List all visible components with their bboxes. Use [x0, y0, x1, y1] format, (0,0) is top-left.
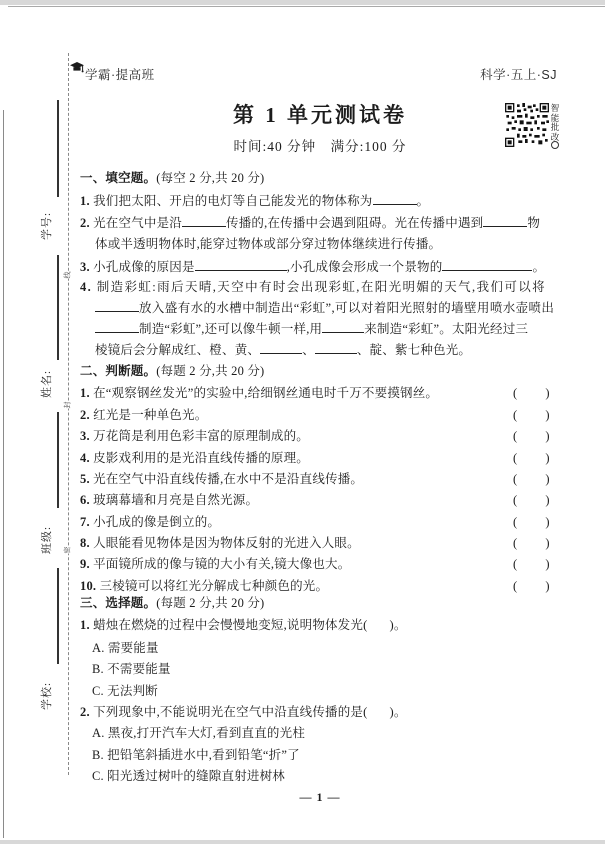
- paren-gap: [517, 461, 545, 462]
- margin-field-label: 班级:: [41, 525, 53, 555]
- text-segment: 、: [302, 343, 315, 357]
- answer-parens: [513, 557, 550, 572]
- content-line: [92, 769, 572, 784]
- content-line: [95, 237, 575, 252]
- text-segment: 1.: [80, 618, 94, 632]
- text-segment: 三、选择题。: [80, 596, 157, 610]
- answer-gap: [368, 628, 390, 629]
- blank-underline: [95, 321, 139, 333]
- text-segment: 2.: [80, 408, 94, 422]
- graduation-cap-icon: [70, 62, 84, 75]
- paren-open: (: [513, 408, 518, 422]
- text-segment: (每空 2 分,共 20 分): [156, 171, 265, 185]
- text-segment: 来制造“彩虹”。太阳光经过三: [364, 322, 529, 336]
- text-segment: 小孔成的像是倒立的。: [93, 515, 221, 529]
- paren-gap: [517, 418, 545, 419]
- content-line: [80, 493, 560, 508]
- margin-field-label: 姓名:: [41, 369, 53, 399]
- text-segment: 1.: [80, 194, 94, 208]
- text-segment: 平面镜所成的像与镜的大小有关,镜大像也大。: [93, 557, 351, 571]
- content-line: [80, 515, 560, 530]
- content-line: [80, 557, 560, 572]
- margin-field-blank-line: [57, 412, 59, 508]
- text-segment: A. 黑夜,打开汽车大灯,看到直直的光柱: [92, 726, 306, 740]
- text-segment: 在“观察钢丝发光”的实验中,给细钢丝通电时千万不要摸钢丝。: [93, 386, 439, 400]
- paren-open: (: [513, 451, 518, 465]
- text-segment: 制造彩虹:雨后天晴,天空中有时会出现彩虹,在阳光明媚的天气,我们可以将: [96, 280, 547, 294]
- text-segment: 8.: [80, 536, 94, 550]
- answer-parens: [513, 472, 550, 487]
- text-segment: 一、填空题。: [80, 171, 157, 185]
- paren-close: ): [545, 386, 550, 400]
- text-segment: A. 需要能量: [92, 641, 159, 655]
- text-segment: 蜡烛在燃烧的过程中会慢慢地变短,说明物体发光(: [93, 618, 368, 632]
- text-segment: 、靛、紫七种色光。: [356, 343, 472, 357]
- blank-underline: [182, 215, 226, 227]
- text-segment: 7.: [80, 515, 94, 529]
- text-segment: 2.: [80, 216, 94, 230]
- content-line: [80, 280, 560, 295]
- text-segment: 4.: [80, 451, 94, 465]
- text-segment: C. 阳光透过树叶的缝隙直射进树林: [92, 769, 285, 783]
- text-segment: 1.: [80, 386, 94, 400]
- paren-open: (: [513, 386, 518, 400]
- text-segment: 下列现象中,不能说明光在空气中沿直线传播的是(: [93, 705, 368, 719]
- text-segment: 二、判断题。: [80, 364, 157, 378]
- content-line: [80, 705, 560, 720]
- blank-underline: [322, 321, 364, 333]
- content-line: [92, 641, 572, 656]
- paren-gap: [517, 546, 545, 547]
- content-line: [80, 193, 560, 209]
- content-line: [95, 321, 575, 337]
- paren-gap: [517, 503, 545, 504]
- qr-caption-seal-icon: [551, 141, 559, 149]
- paren-close: ): [545, 579, 550, 593]
- paren-open: (: [513, 472, 518, 486]
- blank-underline: [315, 342, 357, 354]
- text-segment: 红光是一种单色光。: [93, 408, 208, 422]
- content-line: [80, 536, 560, 551]
- text-segment: 9.: [80, 557, 94, 571]
- text-segment: 人眼能看见物体是因为物体反射的光进入人眼。: [93, 536, 360, 550]
- seal-line-char: 密: [63, 546, 72, 554]
- content-line: [80, 171, 560, 186]
- paren-close: ): [545, 557, 550, 571]
- text-segment: C. 无法判断: [92, 684, 158, 698]
- text-segment: 小孔成像的原因是: [93, 260, 195, 274]
- text-segment: 制造“彩虹”,还可以像牛顿一样,用: [139, 322, 323, 336]
- text-segment: (每题 2 分,共 20 分): [156, 596, 265, 610]
- blank-underline: [260, 342, 302, 354]
- text-segment: 皮影戏利用的是光沿直线传播的原理。: [93, 451, 310, 465]
- paren-close: ): [545, 429, 550, 443]
- margin-field-blank-line: [57, 100, 59, 197]
- text-segment: 棱镜后会分解成红、橙、黄、: [95, 343, 261, 357]
- blank-underline: [483, 215, 527, 227]
- text-segment: 3.: [80, 260, 94, 274]
- text-segment: 玻璃幕墙和月亮是自然光源。: [93, 493, 259, 507]
- page-number: — 1 —: [299, 790, 341, 804]
- paren-open: (: [513, 579, 518, 593]
- answer-gap: [368, 715, 390, 716]
- content-line: [95, 300, 575, 316]
- seal-line-char: 线: [63, 271, 72, 279]
- scan-edge-bottom: [0, 840, 605, 844]
- text-segment: 2.: [80, 705, 94, 719]
- paren-open: (: [513, 557, 518, 571]
- content-line: [95, 342, 575, 358]
- text-segment: )。: [389, 705, 407, 719]
- paren-open: (: [513, 515, 518, 529]
- content-line: [80, 364, 560, 379]
- margin-field-label: 学校:: [41, 681, 53, 711]
- content-line: [80, 408, 560, 423]
- content-line: [80, 215, 560, 231]
- paren-close: ): [545, 472, 550, 486]
- edition-label: 科学·五上·SJ: [480, 68, 557, 82]
- paren-gap: [517, 396, 545, 397]
- answer-parens: [513, 451, 550, 466]
- paren-gap: [517, 482, 545, 483]
- paren-close: ): [545, 536, 550, 550]
- scan-edge-top: [0, 0, 605, 5]
- qr-caption: 智能批改: [550, 103, 560, 142]
- answer-parens: [513, 429, 550, 444]
- paren-close: ): [545, 493, 550, 507]
- paren-close: ): [545, 408, 550, 422]
- answer-parens: [513, 515, 550, 530]
- blank-underline: [95, 300, 139, 312]
- paren-close: ): [545, 451, 550, 465]
- content-line: [80, 429, 560, 444]
- text-segment: 万花筒是利用色彩丰富的原理制成的。: [93, 429, 310, 443]
- paren-open: (: [513, 536, 518, 550]
- text-segment: ,小孔成像会形成一个景物的: [286, 260, 443, 274]
- paren-gap: [517, 567, 545, 568]
- text-segment: 3.: [80, 429, 94, 443]
- blank-underline: [373, 193, 417, 205]
- content-line: [92, 726, 572, 741]
- text-segment: 光在空气中沿直线传播,在水中不是沿直线传播。: [93, 472, 364, 486]
- paren-gap: [517, 589, 545, 590]
- content-line: [80, 472, 560, 487]
- content-line: [92, 748, 572, 763]
- content-line: [80, 618, 560, 633]
- paren-gap: [517, 525, 545, 526]
- answer-parens: [513, 408, 550, 423]
- seal-line-char: 封: [63, 401, 72, 409]
- paper-title: 第 1 单元测试卷: [233, 103, 407, 127]
- seal-dashed-line: [68, 53, 69, 775]
- content-line: [80, 596, 560, 611]
- text-segment: 传播的,在传播中会遇到阻碍。光在传播中遇到: [226, 216, 484, 230]
- text-segment: B. 不需要能量: [92, 662, 171, 676]
- text-segment: 三棱镜可以将红光分解成七种颜色的光。: [99, 579, 329, 593]
- text-segment: )。: [389, 618, 407, 632]
- answer-parens: [513, 579, 550, 594]
- text-segment: 6.: [80, 493, 94, 507]
- answer-parens: [513, 493, 550, 508]
- answer-parens: [513, 536, 550, 551]
- paren-open: (: [513, 429, 518, 443]
- text-segment: (每题 2 分,共 20 分): [156, 364, 265, 378]
- paren-open: (: [513, 493, 518, 507]
- page-border-left: [3, 110, 4, 838]
- text-segment: 。: [416, 194, 430, 208]
- content-line: [92, 662, 572, 677]
- qr-code: [505, 103, 549, 147]
- content-line: [80, 386, 560, 401]
- text-segment: 我们把太阳、开启的电灯等自己能发光的物体称为: [93, 194, 373, 208]
- blank-underline: [442, 259, 532, 271]
- text-segment: 10.: [80, 579, 100, 593]
- paren-gap: [517, 439, 545, 440]
- text-segment: 4.: [80, 280, 97, 294]
- content-line: [92, 684, 572, 699]
- content-line: [80, 451, 560, 466]
- text-segment: 体或半透明物体时,能穿过物体或部分穿过物体继续进行传播。: [95, 237, 442, 251]
- time-score-line: 时间:40 分钟 满分:100 分: [233, 139, 407, 154]
- blank-underline: [195, 259, 287, 271]
- margin-field-label: 学号:: [41, 211, 53, 241]
- page-border-top: [8, 6, 605, 7]
- text-segment: 。: [532, 260, 546, 274]
- answer-parens: [513, 386, 550, 401]
- text-segment: B. 把铅笔斜插进水中,看到铅笔“折”了: [92, 748, 300, 762]
- text-segment: 放入盛有水的水槽中制造出“彩虹”,可以对着阳光照射的墙壁用喷水壶喷出: [139, 301, 555, 315]
- text-segment: 5.: [80, 472, 94, 486]
- content-line: [80, 259, 560, 275]
- brand-logotype: 学霸·提高班: [85, 68, 155, 82]
- margin-field-blank-line: [57, 568, 59, 664]
- margin-field-blank-line: [57, 255, 59, 360]
- text-segment: 物: [527, 216, 541, 230]
- content-line: [80, 579, 560, 594]
- paren-close: ): [545, 515, 550, 529]
- text-segment: 光在空气中是沿: [93, 216, 183, 230]
